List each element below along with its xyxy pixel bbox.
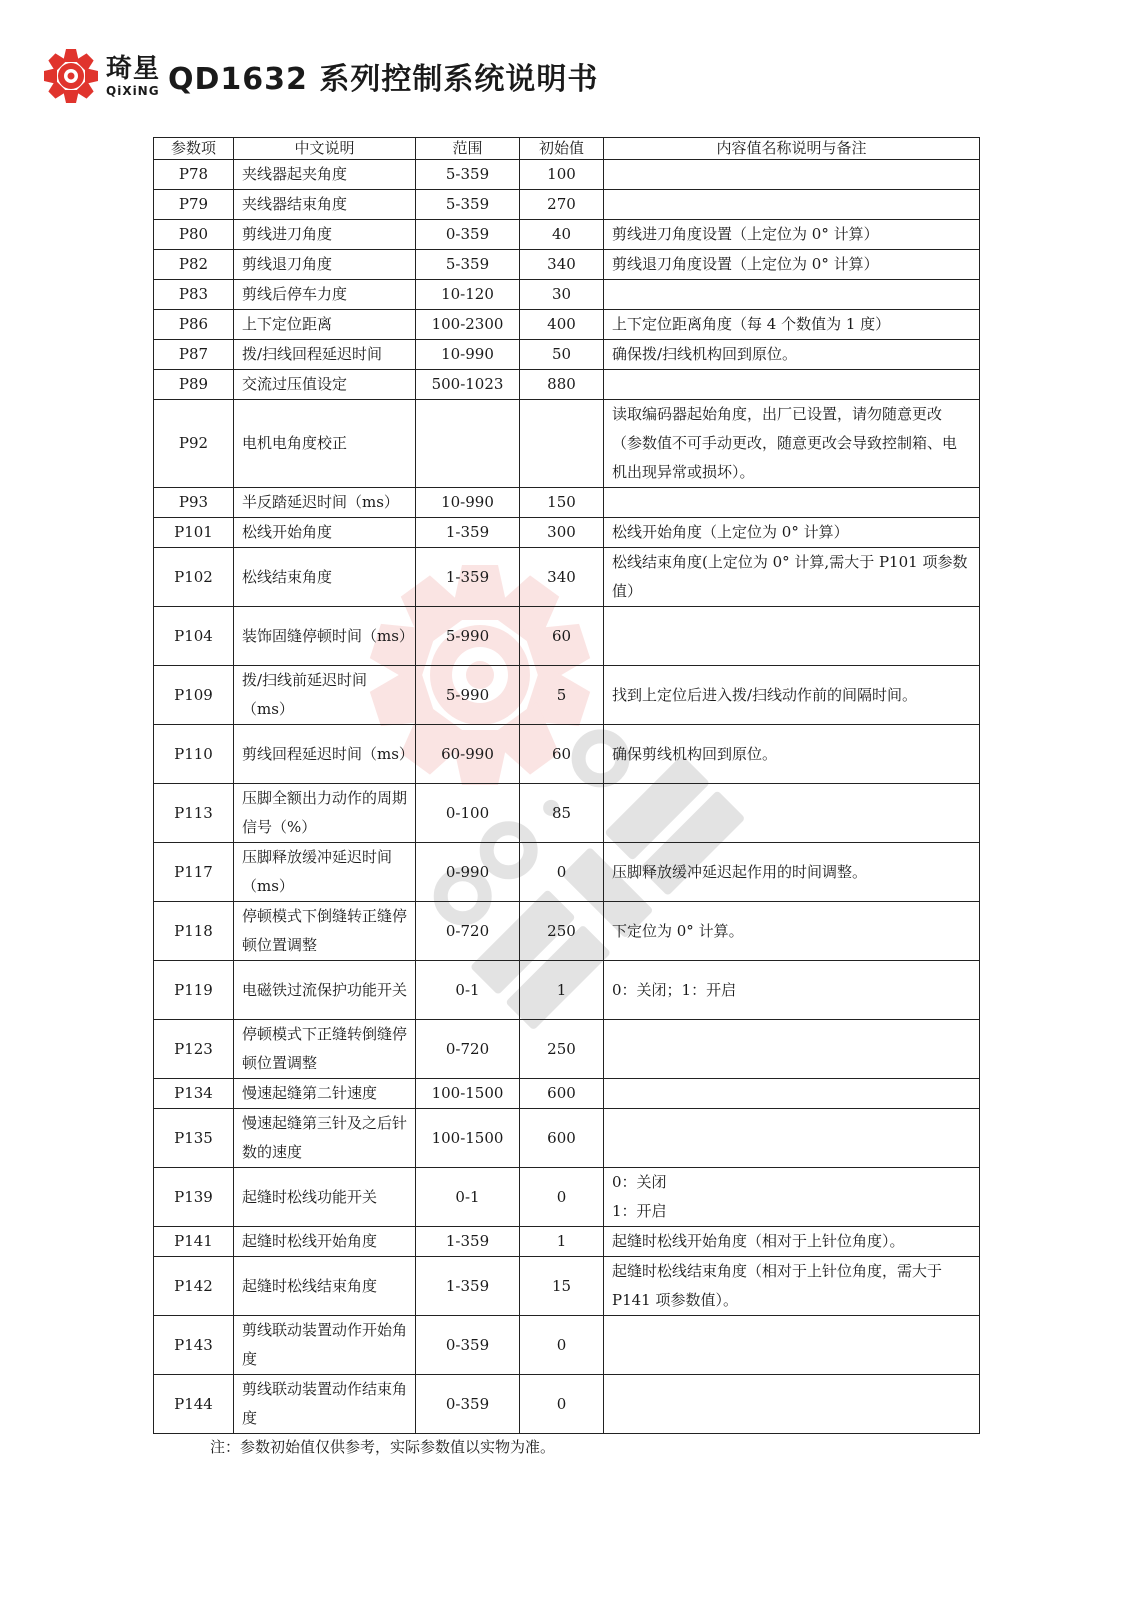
header-note: 内容值名称说明与备注 [604, 138, 980, 160]
cell-param: P123 [154, 1020, 234, 1079]
table-row [154, 1020, 980, 1079]
header-param: 参数项 [154, 138, 234, 160]
cell-param: P139 [154, 1168, 234, 1227]
cell-note: 下定位为 0° 计算。 [604, 902, 980, 961]
cell-init: 5 [520, 666, 604, 725]
cell-desc: 电磁铁过流保护功能开关 [234, 961, 416, 1020]
cell-note: 确保拨/扫线机构回到原位。 [604, 340, 980, 370]
cell-init: 600 [520, 1109, 604, 1168]
cell-param: P144 [154, 1375, 234, 1434]
table-row [154, 1316, 980, 1375]
cell-note: 剪线进刀角度设置（上定位为 0° 计算） [604, 220, 980, 250]
cell-param: P83 [154, 280, 234, 310]
cell-init: 250 [520, 1020, 604, 1079]
cell-init: 300 [520, 518, 604, 548]
cell-param: P142 [154, 1257, 234, 1316]
cell-param: P93 [154, 488, 234, 518]
table-body [154, 160, 980, 1434]
cell-note: 上下定位距离角度（每 4 个数值为 1 度） [604, 310, 980, 340]
table-row [154, 1109, 980, 1168]
table-row [154, 902, 980, 961]
cell-note: 松线结束角度(上定位为 0° 计算,需大于 P101 项参数值） [604, 548, 980, 607]
table-row [154, 190, 980, 220]
document-title: QD1632 系列控制系统说明书 [168, 62, 599, 97]
cell-init: 400 [520, 310, 604, 340]
cell-param: P79 [154, 190, 234, 220]
table-row [154, 666, 980, 725]
cell-note [604, 1375, 980, 1434]
cell-param: P113 [154, 784, 234, 843]
table-row [154, 725, 980, 784]
cell-desc: 上下定位距离 [234, 310, 416, 340]
cell-param: P102 [154, 548, 234, 607]
cell-note: 起缝时松线结束角度（相对于上针位角度，需大于 P141 项参数值）。 [604, 1257, 980, 1316]
cell-init [520, 400, 604, 488]
table-row [154, 518, 980, 548]
cell-range: 1-359 [416, 548, 520, 607]
table-row [154, 340, 980, 370]
cell-param: P89 [154, 370, 234, 400]
cell-note: 0：关闭；1：开启 [604, 961, 980, 1020]
cell-init: 340 [520, 548, 604, 607]
cell-param: P82 [154, 250, 234, 280]
parameter-table [153, 137, 980, 1434]
cell-range: 100-2300 [416, 310, 520, 340]
cell-desc: 剪线后停车力度 [234, 280, 416, 310]
cell-desc: 装饰固缝停顿时间（ms） [234, 607, 416, 666]
cell-note [604, 370, 980, 400]
cell-note: 0：关闭 1：开启 [604, 1168, 980, 1227]
cell-desc: 松线结束角度 [234, 548, 416, 607]
cell-desc: 起缝时松线功能开关 [234, 1168, 416, 1227]
cell-init: 0 [520, 1168, 604, 1227]
cell-note [604, 1079, 980, 1109]
brand-name-cn: 琦星 [106, 54, 161, 84]
cell-range: 0-100 [416, 784, 520, 843]
cell-note [604, 1109, 980, 1168]
cell-init: 880 [520, 370, 604, 400]
cell-param: P87 [154, 340, 234, 370]
cell-note [604, 607, 980, 666]
cell-param: P117 [154, 843, 234, 902]
cell-desc: 压脚释放缓冲延迟时间（ms） [234, 843, 416, 902]
cell-init: 50 [520, 340, 604, 370]
cell-range: 5-990 [416, 666, 520, 725]
qixing-logo-icon [42, 47, 100, 105]
table-row [154, 160, 980, 190]
cell-note: 找到上定位后进入拨/扫线动作前的间隔时间。 [604, 666, 980, 725]
table-row [154, 1079, 980, 1109]
cell-param: P110 [154, 725, 234, 784]
cell-desc: 剪线联动装置动作结束角度 [234, 1375, 416, 1434]
cell-desc: 起缝时松线结束角度 [234, 1257, 416, 1316]
footnote: 注：参数初始值仅供参考，实际参数值以实物为准。 [210, 1438, 556, 1456]
cell-init: 15 [520, 1257, 604, 1316]
cell-note [604, 1316, 980, 1375]
cell-desc: 剪线联动装置动作开始角度 [234, 1316, 416, 1375]
cell-desc: 拨/扫线前延迟时间（ms） [234, 666, 416, 725]
cell-range: 10-990 [416, 488, 520, 518]
cell-desc: 电机电角度校正 [234, 400, 416, 488]
cell-note: 压脚释放缓冲延迟起作用的时间调整。 [604, 843, 980, 902]
cell-init: 0 [520, 1316, 604, 1375]
brand [106, 54, 160, 98]
table-row [154, 1227, 980, 1257]
cell-param: P109 [154, 666, 234, 725]
cell-note [604, 488, 980, 518]
cell-desc: 夹线器起夹角度 [234, 160, 416, 190]
cell-init: 250 [520, 902, 604, 961]
cell-param: P80 [154, 220, 234, 250]
cell-param: P135 [154, 1109, 234, 1168]
cell-range: 60-990 [416, 725, 520, 784]
table-row [154, 1375, 980, 1434]
cell-range [416, 400, 520, 488]
table-header-row [154, 138, 980, 160]
cell-desc: 松线开始角度 [234, 518, 416, 548]
cell-note: 松线开始角度（上定位为 0° 计算） [604, 518, 980, 548]
cell-range: 10-120 [416, 280, 520, 310]
cell-init: 40 [520, 220, 604, 250]
cell-param: P134 [154, 1079, 234, 1109]
cell-range: 0-1 [416, 961, 520, 1020]
cell-init: 340 [520, 250, 604, 280]
cell-note [604, 1020, 980, 1079]
cell-range: 0-1 [416, 1168, 520, 1227]
table-row [154, 961, 980, 1020]
cell-param: P101 [154, 518, 234, 548]
table-row [154, 548, 980, 607]
table-row [154, 280, 980, 310]
cell-desc: 夹线器结束角度 [234, 190, 416, 220]
cell-init: 600 [520, 1079, 604, 1109]
cell-desc: 交流过压值设定 [234, 370, 416, 400]
cell-note: 确保剪线机构回到原位。 [604, 725, 980, 784]
cell-init: 100 [520, 160, 604, 190]
header-init: 初始值 [520, 138, 604, 160]
header-range: 范围 [416, 138, 520, 160]
cell-init: 0 [520, 1375, 604, 1434]
cell-param: P92 [154, 400, 234, 488]
cell-desc: 剪线进刀角度 [234, 220, 416, 250]
cell-desc: 压脚全额出力动作的周期信号（%） [234, 784, 416, 843]
cell-range: 0-359 [416, 220, 520, 250]
cell-note [604, 160, 980, 190]
cell-note [604, 784, 980, 843]
cell-range: 1-359 [416, 1257, 520, 1316]
cell-note: 读取编码器起始角度，出厂已设置，请勿随意更改（参数值不可手动更改，随意更改会导致控制箱、电机出现异常或损坏）。 [604, 400, 980, 488]
cell-param: P143 [154, 1316, 234, 1375]
cell-param: P141 [154, 1227, 234, 1257]
table-row [154, 1168, 980, 1227]
cell-note [604, 280, 980, 310]
table-row [154, 250, 980, 280]
cell-desc: 半反踏延迟时间（ms） [234, 488, 416, 518]
table-row [154, 488, 980, 518]
page-header [42, 44, 598, 108]
cell-range: 0-720 [416, 902, 520, 961]
cell-range: 5-359 [416, 190, 520, 220]
cell-desc: 剪线退刀角度 [234, 250, 416, 280]
cell-note [604, 190, 980, 220]
table-row [154, 370, 980, 400]
cell-desc: 慢速起缝第三针及之后针数的速度 [234, 1109, 416, 1168]
cell-range: 0-720 [416, 1020, 520, 1079]
cell-init: 60 [520, 725, 604, 784]
table-row [154, 220, 980, 250]
cell-init: 85 [520, 784, 604, 843]
cell-desc: 慢速起缝第二针速度 [234, 1079, 416, 1109]
cell-init: 60 [520, 607, 604, 666]
cell-note: 剪线退刀角度设置（上定位为 0° 计算） [604, 250, 980, 280]
table-row [154, 400, 980, 488]
cell-range: 5-359 [416, 250, 520, 280]
cell-init: 1 [520, 961, 604, 1020]
cell-param: P119 [154, 961, 234, 1020]
cell-range: 1-359 [416, 518, 520, 548]
cell-range: 10-990 [416, 340, 520, 370]
cell-param: P86 [154, 310, 234, 340]
table-row [154, 843, 980, 902]
cell-init: 0 [520, 843, 604, 902]
cell-init: 30 [520, 280, 604, 310]
cell-range: 100-1500 [416, 1109, 520, 1168]
cell-desc: 停顿模式下正缝转倒缝停顿位置调整 [234, 1020, 416, 1079]
cell-init: 270 [520, 190, 604, 220]
table-row [154, 607, 980, 666]
cell-range: 0-359 [416, 1375, 520, 1434]
cell-param: P78 [154, 160, 234, 190]
cell-range: 5-359 [416, 160, 520, 190]
cell-range: 1-359 [416, 1227, 520, 1257]
cell-desc: 起缝时松线开始角度 [234, 1227, 416, 1257]
cell-range: 0-359 [416, 1316, 520, 1375]
cell-range: 500-1023 [416, 370, 520, 400]
cell-init: 1 [520, 1227, 604, 1257]
cell-range: 100-1500 [416, 1079, 520, 1109]
cell-note: 起缝时松线开始角度（相对于上针位角度）。 [604, 1227, 980, 1257]
cell-init: 150 [520, 488, 604, 518]
cell-desc: 拨/扫线回程延迟时间 [234, 340, 416, 370]
cell-param: P104 [154, 607, 234, 666]
table-row [154, 784, 980, 843]
cell-desc: 剪线回程延迟时间（ms） [234, 725, 416, 784]
table-row [154, 1257, 980, 1316]
header-desc: 中文说明 [234, 138, 416, 160]
cell-range: 5-990 [416, 607, 520, 666]
brand-name-en: QiXiNG [106, 84, 160, 98]
cell-range: 0-990 [416, 843, 520, 902]
cell-desc: 停顿模式下倒缝转正缝停顿位置调整 [234, 902, 416, 961]
cell-param: P118 [154, 902, 234, 961]
table-row [154, 310, 980, 340]
